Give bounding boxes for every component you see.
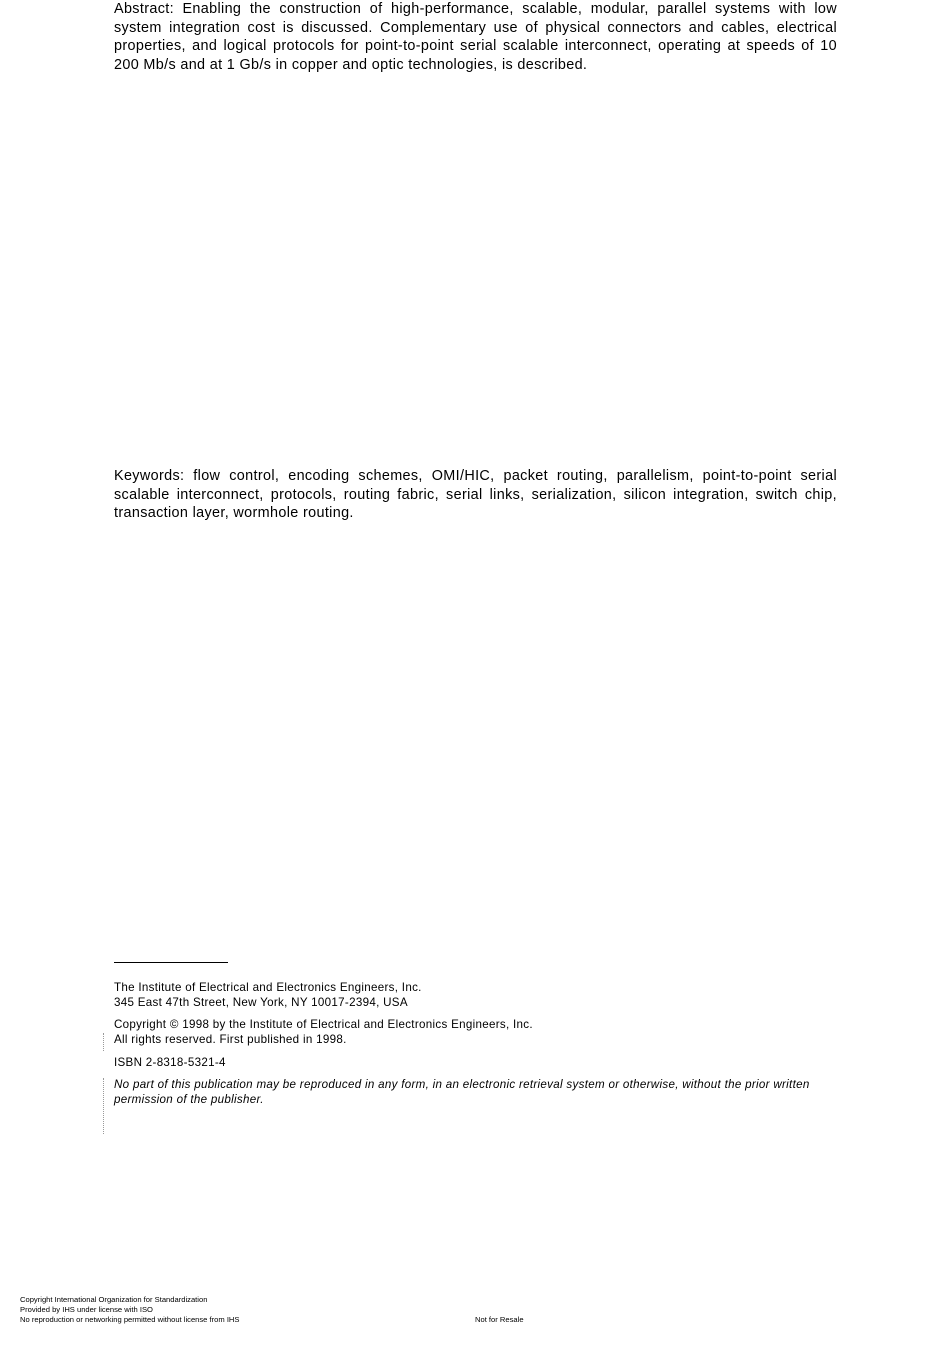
abstract-block [114, 0, 837, 74]
abstract-text: Abstract: Enabling the construction of high-performance, scalable, modular, parallel systems with low system integration cost is discussed. Complementary use of physical connectors and cables, electrical properties, and logical protocols for point-to-point serial scalable interconnect, operating at speeds of 10 200 Mb/s and at 1 Gb/s in copper and optic technologies, is described. [114, 1, 837, 73]
footer-line: Provided by IHS under license with ISO [20, 1305, 153, 1314]
footer-line: No reproduction or networking permitted without license from IHS [20, 1315, 240, 1324]
not-for-resale: Not for Resale [475, 1315, 524, 1324]
isbn: ISBN 2-8318-5321-4 [114, 1056, 226, 1069]
margin-mark [103, 1078, 104, 1134]
copyright-line: Copyright © 1998 by the Institute of Electrical and Electronics Engineers, Inc. [114, 1018, 533, 1031]
publisher-address: 345 East 47th Street, New York, NY 10017-2394, USA [114, 996, 408, 1009]
license-footer [20, 1295, 239, 1325]
footnote-rule [114, 962, 228, 963]
rights-notice: No part of this publication may be reproduced in any form, in an electronic retrieval system or otherwise, without the prior written permission of the publisher. [114, 1078, 810, 1106]
footer-line: Copyright International Organization for Standardization [20, 1295, 208, 1304]
publisher-info [114, 980, 422, 1010]
keywords-text: Keywords: flow control, encoding schemes, OMI/HIC, packet routing, parallelism, point-to-point serial scalable interconnect, protocols, routing fabric, serial links, serialization, silicon integration, switch chip, transaction layer, wormhole routing. [114, 468, 837, 522]
rights-reserved-line: All rights reserved. First published in 1998. [114, 1033, 347, 1046]
margin-mark [103, 1033, 104, 1051]
copyright-info [114, 1017, 533, 1047]
publisher-name: The Institute of Electrical and Electronics Engineers, Inc. [114, 981, 422, 994]
